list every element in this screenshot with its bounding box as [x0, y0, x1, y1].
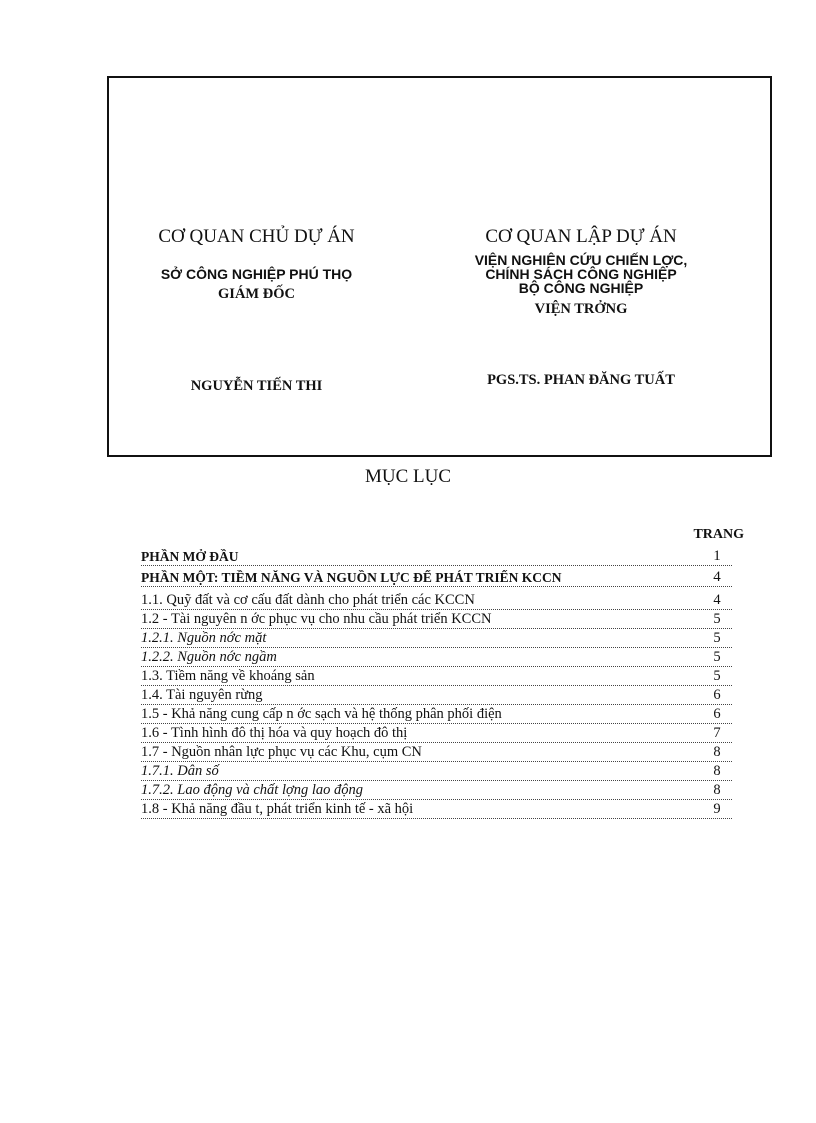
toc-entry[interactable] [141, 547, 732, 566]
maker-heading: CƠ QUAN LẬP DỰ ÁN [485, 226, 677, 247]
toc-entry[interactable] [141, 764, 732, 781]
toc-entry[interactable] [141, 707, 732, 724]
toc-entry-title: PHẦN MỘT: TIỀM NĂNG VÀ NGUỒN LỰC ĐỂ PHÁT TRIỂN KCCN [141, 570, 562, 585]
toc-entry-title: 1.1. Quỹ đất và cơ cấu đất dành cho phát triển các KCCN [141, 592, 475, 608]
owner-organization: SỞ CÔNG NGHIỆP PHÚ THỌ [160, 266, 353, 282]
toc-entry-page: 5 [713, 611, 721, 627]
toc-entry-page: 8 [713, 782, 721, 798]
maker-signatory: PGS.TS. PHAN ĐĂNG TUẤT [487, 372, 675, 388]
toc-entry[interactable] [141, 669, 732, 686]
toc-entry-page: 8 [713, 744, 721, 760]
toc-entry-title: 1.7.2. Lao động và chất lợng lao động [141, 782, 364, 798]
toc-entry-title: 1.2.2. Nguồn nớc ngầm [141, 649, 277, 665]
toc-entry-title: 1.4. Tài nguyên rừng [141, 687, 263, 703]
toc-entry-page: 4 [713, 569, 721, 585]
maker-organization-line: VIỆN NGHIÊN CỨU CHIẾN LỢC, [474, 252, 688, 268]
maker-role: VIỆN TRỞNG [534, 301, 628, 317]
owner-signatory: NGUYỄN TIẾN THI [190, 378, 323, 394]
toc-entry[interactable] [141, 688, 732, 705]
toc-entry-title: 1.7.1. Dân số [141, 763, 219, 779]
maker-organization-line: BỘ CÔNG NGHIỆP [518, 280, 644, 296]
toc-entry-page: 1 [713, 548, 721, 564]
toc-entry[interactable] [141, 726, 732, 743]
table-of-contents [141, 527, 744, 821]
toc-entry-title: 1.8 - Khả năng đầu t, phát triển kinh tế - xã hội [141, 801, 414, 817]
toc-entry-title: 1.7 - Nguồn nhân lực phục vụ các Khu, cụm CN [141, 744, 422, 760]
toc-entry-title: 1.5 - Khả năng cung cấp n ớc sạch và hệ thống phân phối điện [141, 706, 502, 722]
toc-entry-page: 5 [713, 630, 721, 646]
toc-entry-title: 1.2 - Tài nguyên n ớc phục vụ cho nhu cầu phát triển KCCN [141, 611, 492, 627]
maker-organization-line: CHÍNH SÁCH CÔNG NGHIỆP [485, 266, 677, 282]
toc-entry[interactable] [141, 745, 732, 762]
toc-entry-title: 1.2.1. Nguồn nớc mặt [141, 630, 267, 646]
toc-entry-page: 5 [713, 668, 721, 684]
toc-entry-page: 6 [713, 706, 721, 722]
toc-entry-page: 7 [713, 725, 721, 741]
toc-entry[interactable] [141, 631, 732, 648]
cover-frame [107, 76, 772, 457]
toc-entry-page: 5 [713, 649, 721, 665]
toc-entry[interactable] [141, 593, 732, 610]
toc-entry[interactable] [141, 568, 732, 587]
toc-entry[interactable] [141, 783, 732, 800]
toc-entry-page: 8 [713, 763, 721, 779]
toc-entry-page: 6 [713, 687, 721, 703]
toc-entry-page: 9 [713, 801, 721, 817]
toc-entry[interactable] [141, 650, 732, 667]
owner-heading: CƠ QUAN CHỦ DỰ ÁN [158, 226, 355, 247]
toc-entry[interactable] [141, 612, 732, 629]
page-column-header: TRANG [693, 527, 744, 542]
toc-entry-title: 1.6 - Tình hình đô thị hóa và quy hoạch đô thị [141, 725, 408, 741]
toc-entry[interactable] [141, 802, 732, 819]
toc-entry-title: PHẦN MỞ ĐẦU [141, 549, 239, 564]
maker-organization [431, 253, 731, 295]
toc-entry-page: 4 [713, 592, 721, 608]
owner-role: GIÁM ĐỐC [218, 286, 295, 302]
toc-title: MỤC LỤC [364, 466, 452, 487]
toc-entry-title: 1.3. Tiềm năng về khoáng sản [141, 668, 315, 684]
